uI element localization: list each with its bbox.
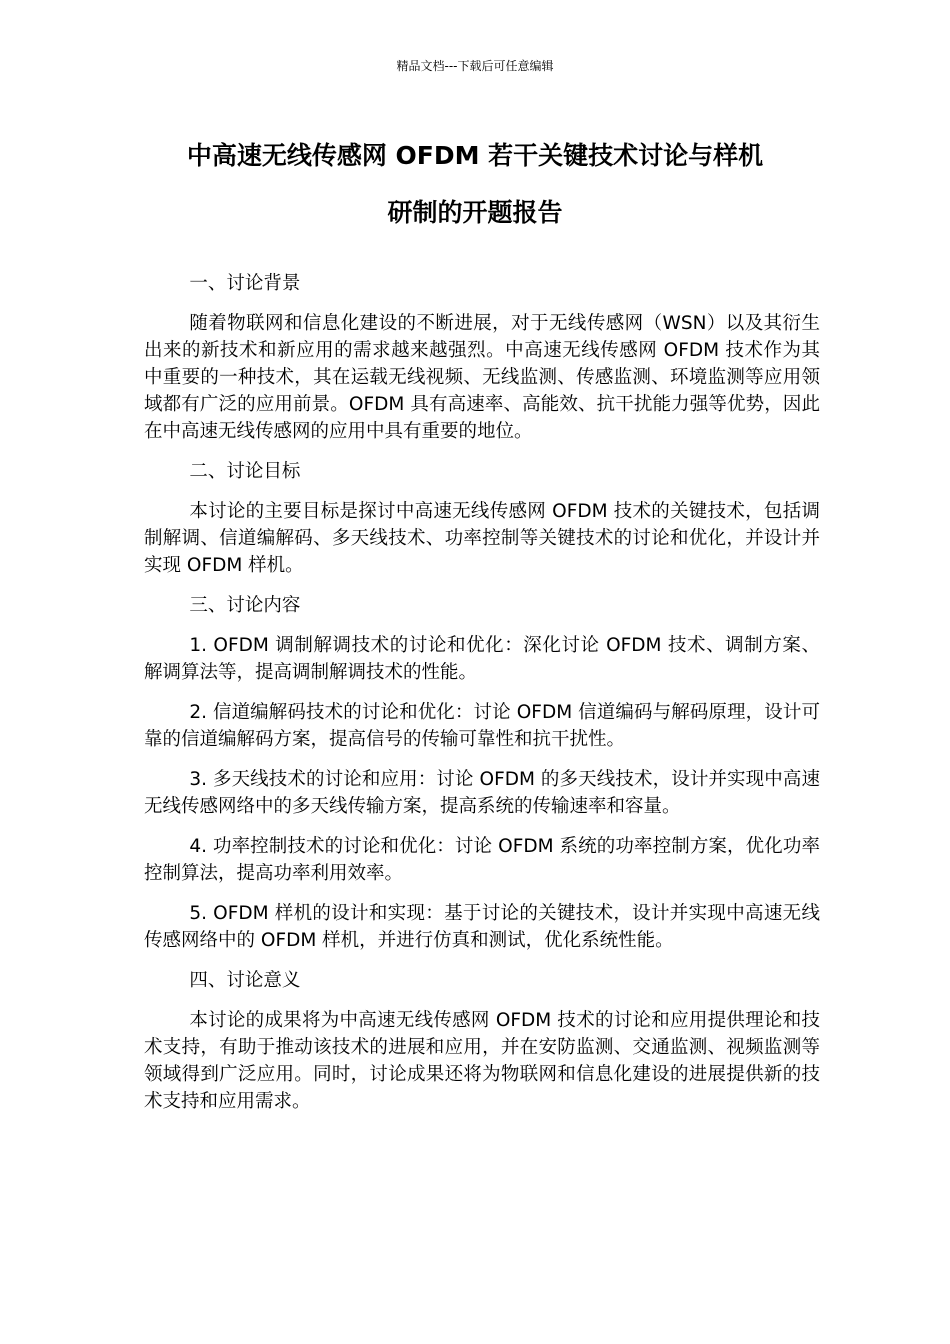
document-body — [144, 270, 820, 1115]
content-item-5: 5. OFDM 样机的设计和实现：基于讨论的关键技术，设计并实现中高速无线传感网络中的 OFDM 样机，并进行仿真和测试，优化系统性能。 — [144, 903, 820, 951]
content-item-3: 3. 多天线技术的讨论和应用：讨论 OFDM 的多天线技术，设计并实现中高速无线传感网络中的多天线传输方案，提高系统的传输速率和容量。 — [144, 769, 820, 817]
document-title-line-1: 中高速无线传感网 OFDM 若干关键技术讨论与样机 — [186, 141, 764, 170]
section-heading-content: 三、讨论内容 — [189, 595, 301, 616]
section-paragraph-significance: 本讨论的成果将为中高速无线传感网 OFDM 技术的讨论和应用提供理论和技术支持，有助于推动该技术的进展和应用，并在安防监测、交通监测、视频监测等领域得到广泛应用。同时，讨论成果还将为物联网和信息化建设的进展提供新的技术支持和应用需求。 — [144, 1010, 820, 1112]
section-heading-significance: 四、讨论意义 — [189, 970, 301, 991]
section-heading-background: 一、讨论背景 — [189, 273, 301, 294]
section-paragraph-background: 随着物联网和信息化建设的不断进展，对于无线传感网（WSN）以及其衍生出来的新技术和新应用的需求越来越强烈。中高速无线传感网 OFDM 技术作为其中重要的一种技术，其在运载无线视频、无线监测、传感监测、环境监测等应用领域都有广泛的应用前景。OFDM 具有高速率、高能效、抗干扰能力强等优势，因此在中高速无线传感网的应用中具有重要的地位。 — [144, 313, 820, 442]
content-item-1: 1. OFDM 调制解调技术的讨论和优化：深化讨论 OFDM 技术、调制方案、解调算法等，提高调制解调技术的性能。 — [144, 635, 820, 683]
header-note: 精品文档---下载后可任意编辑 — [396, 59, 554, 73]
section-paragraph-goal: 本讨论的主要目标是探讨中高速无线传感网 OFDM 技术的关键技术，包括调制解调、信道编解码、多天线技术、功率控制等关键技术的讨论和优化，并设计并实现 OFDM 样机。 — [144, 501, 820, 576]
section-heading-goal: 二、讨论目标 — [189, 461, 301, 482]
content-item-4: 4. 功率控制技术的讨论和优化：讨论 OFDM 系统的功率控制方案，优化功率控制算法，提高功率利用效率。 — [144, 836, 820, 884]
content-item-2: 2. 信道编解码技术的讨论和优化：讨论 OFDM 信道编码与解码原理，设计可靠的信道编解码方案，提高信号的传输可靠性和抗干扰性。 — [144, 702, 820, 750]
document-title-line-2: 研制的开题报告 — [387, 198, 563, 227]
